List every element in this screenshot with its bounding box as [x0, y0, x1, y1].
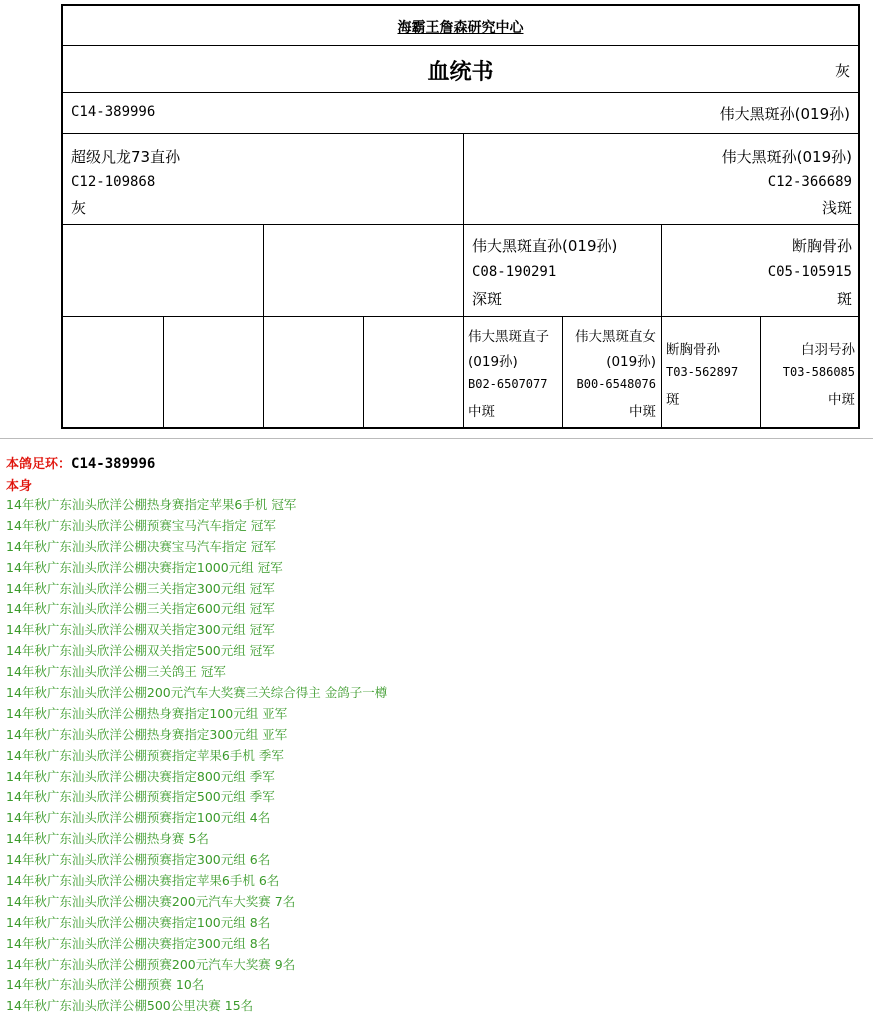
- gen3-c-name: 断胸骨孙: [666, 342, 720, 358]
- gen3-empty-2: [163, 317, 263, 427]
- dam-sire-name: 伟大黑斑直孙(019孙): [472, 237, 618, 255]
- achievement-item: 14年秋广东汕头欣洋公棚决赛宝马汽车指定 冠军: [6, 538, 276, 554]
- subject-ring: C14-389996: [71, 104, 156, 120]
- gen3-b-name-suffix: (019孙): [606, 354, 656, 370]
- achievement-item: 14年秋广东汕头欣洋公棚预赛指定100元组 4名: [6, 810, 271, 826]
- achievement-item: 14年秋广东汕头欣洋公棚决赛指定1000元组 冠军: [6, 559, 283, 575]
- ring-label: 本鸽足环：: [6, 457, 72, 472]
- subject-color: 灰: [834, 62, 850, 80]
- gen3-d-cell: [760, 317, 860, 427]
- gen2-empty-2: [263, 225, 463, 316]
- gen3-c-cell: [661, 317, 760, 427]
- dam-dam-name: 断胸骨孙: [791, 237, 852, 255]
- gen3-d-color: 中斑: [828, 392, 855, 408]
- subject-row: [63, 93, 858, 134]
- title-row: [63, 46, 858, 93]
- achievement-item: 14年秋广东汕头欣洋公棚热身赛 5名: [6, 831, 209, 847]
- gen3-c-ring: T03-562897: [666, 365, 739, 379]
- dam-color: 浅斑: [821, 199, 852, 217]
- gen3-a-name: 伟大黑斑直子: [468, 329, 549, 345]
- dam-dam-color: 斑: [836, 290, 852, 308]
- achievement-item: 14年秋广东汕头欣洋公棚预赛 10名: [6, 977, 205, 993]
- section-divider: [0, 438, 873, 439]
- achievement-item: 14年秋广东汕头欣洋公棚热身赛指定100元组 亚军: [6, 705, 288, 721]
- gen3-a-ring: B02-6507077: [468, 377, 548, 391]
- sire-ring: C12-109868: [71, 174, 156, 190]
- achievement-item: 14年秋广东汕头欣洋公棚预赛指定苹果6手机 季军: [6, 747, 284, 763]
- achievement-item: 14年秋广东汕头欣洋公棚200元汽车大奖赛三关综合得主 金鸽子一樽: [6, 685, 388, 701]
- achievement-item: 14年秋广东汕头欣洋公棚热身赛指定300元组 亚军: [6, 726, 288, 742]
- org-name: 海霸王詹森研究中心: [397, 20, 524, 36]
- gen3-a-cell: [463, 317, 562, 427]
- dam-dam-cell: [661, 225, 860, 316]
- dam-sire-color: 深斑: [472, 290, 503, 308]
- gen2-row: [63, 225, 858, 317]
- achievement-item: 14年秋广东汕头欣洋公棚决赛指定苹果6手机 6名: [6, 873, 280, 889]
- subject-name: 伟大黑斑孙(019孙): [719, 105, 850, 123]
- gen1-row: [63, 134, 858, 225]
- ring-value: C14-389996: [71, 456, 156, 472]
- achievement-list: [6, 495, 387, 1017]
- achievement-item: 14年秋广东汕头欣洋公棚决赛200元汽车大奖赛 7名: [6, 893, 296, 909]
- dam-dam-ring: C05-105915: [767, 264, 852, 280]
- achievement-item: 14年秋广东汕头欣洋公棚决赛指定800元组 季军: [6, 768, 275, 784]
- achievement-item: 14年秋广东汕头欣洋公棚决赛指定100元组 8名: [6, 914, 271, 930]
- achievement-item: 14年秋广东汕头欣洋公棚500公里决赛 15名: [6, 998, 254, 1014]
- gen3-b-ring: B00-6548076: [576, 377, 656, 391]
- dam-name: 伟大黑斑孙(019孙): [721, 148, 852, 166]
- achievement-item: 14年秋广东汕头欣洋公棚预赛宝马汽车指定 冠军: [6, 517, 276, 533]
- gen3-b-name: 伟大黑斑直女: [575, 329, 656, 345]
- achievement-item: 14年秋广东汕头欣洋公棚三关鸽王 冠军: [6, 664, 226, 680]
- gen3-b-cell: [562, 317, 661, 427]
- ring-line: [6, 453, 155, 472]
- achievement-item: 14年秋广东汕头欣洋公棚预赛指定500元组 季军: [6, 789, 275, 805]
- gen3-d-name: 白羽号孙: [801, 342, 855, 358]
- dam-sire-cell: [463, 225, 661, 316]
- achievement-item: 14年秋广东汕头欣洋公棚决赛指定300元组 8名: [6, 935, 271, 951]
- achievement-item: 14年秋广东汕头欣洋公棚双关指定500元组 冠军: [6, 643, 275, 659]
- sire-name: 超级凡龙73直孙: [71, 148, 181, 166]
- achievement-item: 14年秋广东汕头欣洋公棚三关指定300元组 冠军: [6, 580, 275, 596]
- gen3-empty-4: [363, 317, 463, 427]
- gen3-a-color: 中斑: [468, 404, 495, 420]
- gen2-empty-1: [63, 225, 263, 316]
- document-title: 血统书: [427, 60, 494, 85]
- achievement-item: 14年秋广东汕头欣洋公棚预赛200元汽车大奖赛 9名: [6, 956, 296, 972]
- achievement-header: [6, 453, 155, 494]
- gen3-b-color: 中斑: [629, 404, 656, 420]
- dam-sire-ring: C08-190291: [472, 264, 557, 280]
- achievement-item: 14年秋广东汕头欣洋公棚双关指定300元组 冠军: [6, 622, 275, 638]
- gen3-d-ring: T03-586085: [782, 365, 855, 379]
- achievement-item: 14年秋广东汕头欣洋公棚热身赛指定苹果6手机 冠军: [6, 497, 297, 512]
- gen3-row: [63, 317, 858, 427]
- gen3-empty-3: [263, 317, 363, 427]
- achievement-item: 14年秋广东汕头欣洋公棚预赛指定300元组 6名: [6, 852, 271, 868]
- org-header-row: [63, 6, 858, 46]
- gen3-a-name-suffix: (019孙): [468, 354, 518, 370]
- dam-cell: [463, 134, 860, 224]
- sire-cell: [63, 134, 463, 224]
- gen3-c-color: 斑: [666, 392, 680, 408]
- dam-ring: C12-366689: [767, 174, 852, 190]
- sire-color: 灰: [71, 199, 87, 217]
- gen3-empty-1: [63, 317, 163, 427]
- pedigree-table: [61, 4, 860, 429]
- achievement-item: 14年秋广东汕头欣洋公棚三关指定600元组 冠军: [6, 601, 275, 617]
- self-label: 本身: [6, 479, 33, 494]
